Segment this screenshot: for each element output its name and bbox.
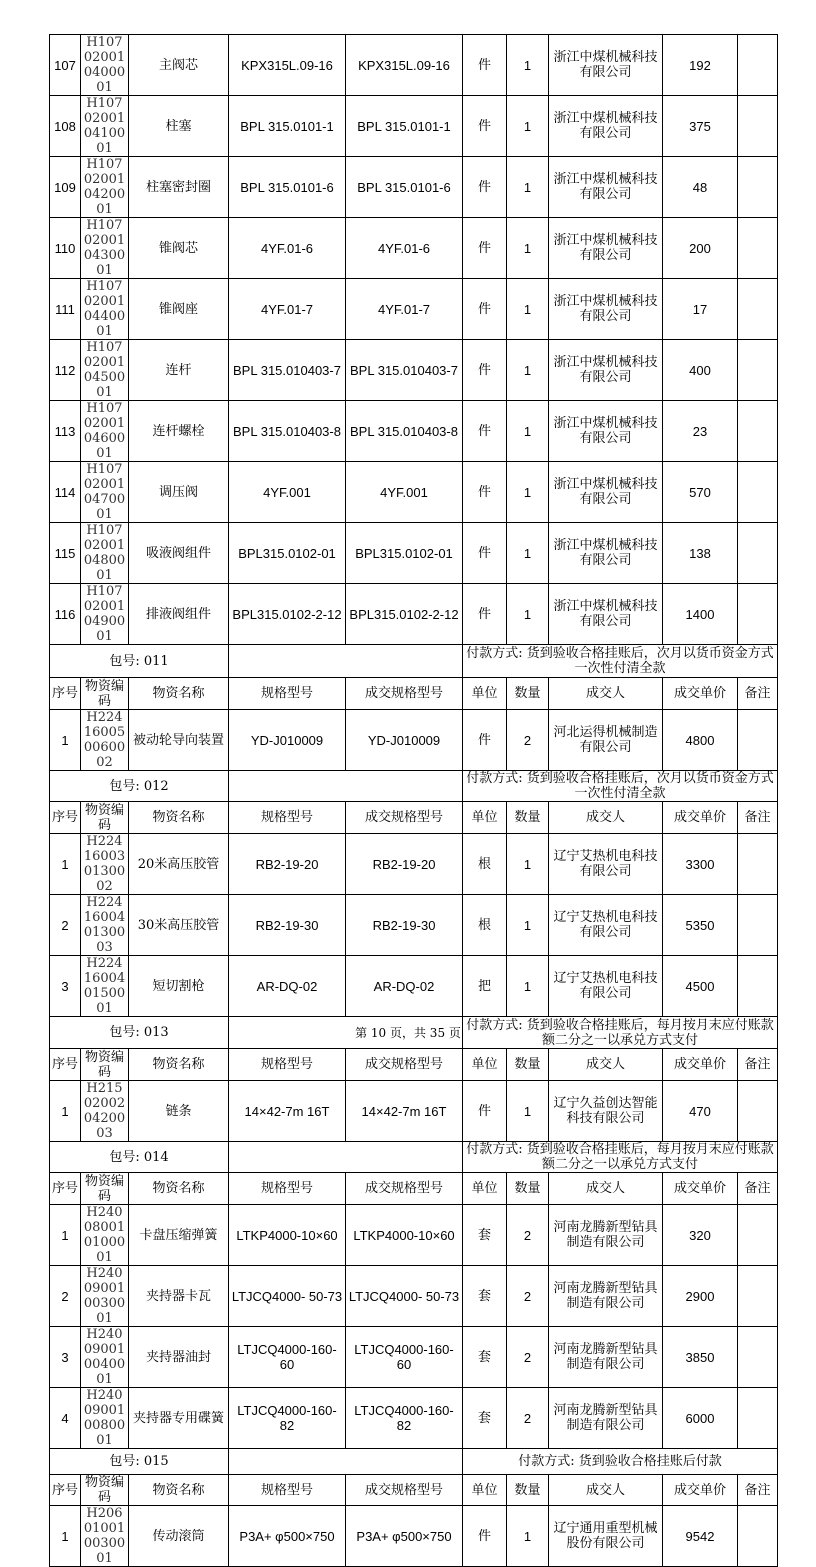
table-row bbox=[50, 340, 778, 401]
cell-supplier: 河南龙腾新型钻具制造有限公司 bbox=[549, 1205, 663, 1266]
cell-price: 4500 bbox=[663, 956, 738, 1017]
package-spacer bbox=[229, 1449, 463, 1475]
cell-spec: BPL 315.0101-6 bbox=[229, 157, 346, 218]
cell-qty: 1 bbox=[507, 218, 549, 279]
header-seq: 序号 bbox=[50, 1173, 81, 1205]
cell-unit: 件 bbox=[463, 340, 507, 401]
cell-name: 锥阀芯 bbox=[129, 218, 229, 279]
cell-code: H107020010400001 bbox=[81, 35, 129, 96]
cell-qty: 1 bbox=[507, 96, 549, 157]
header-name: 物资名称 bbox=[129, 802, 229, 834]
header-spec: 规格型号 bbox=[229, 1173, 346, 1205]
header-unit: 单位 bbox=[463, 802, 507, 834]
cell-spec: RB2-19-20 bbox=[229, 834, 346, 895]
cell-name: 链条 bbox=[129, 1081, 229, 1142]
cell-remark bbox=[738, 462, 778, 523]
cell-supplier: 浙江中煤机械科技有限公司 bbox=[549, 157, 663, 218]
cell-code: H240080010100001 bbox=[81, 1205, 129, 1266]
cell-code: H107020010450001 bbox=[81, 340, 129, 401]
cell-remark bbox=[738, 523, 778, 584]
cell-price: 17 bbox=[663, 279, 738, 340]
header-supplier: 成交人 bbox=[549, 678, 663, 710]
header-price: 成交单价 bbox=[663, 1173, 738, 1205]
cell-seq: 107 bbox=[50, 35, 81, 96]
header-seq: 序号 bbox=[50, 802, 81, 834]
payment-terms: 付款方式: 货到验收合格挂账后，每月按月末应付账款额二分之一以承兑方式支付 bbox=[463, 1017, 778, 1049]
header-name: 物资名称 bbox=[129, 1475, 229, 1506]
cell-seq: 114 bbox=[50, 462, 81, 523]
cell-deal-spec: YD-J010009 bbox=[346, 710, 463, 771]
cell-price: 570 bbox=[663, 462, 738, 523]
cell-name: 主阀芯 bbox=[129, 35, 229, 96]
header-name: 物资名称 bbox=[129, 1049, 229, 1081]
cell-unit: 套 bbox=[463, 1327, 507, 1388]
cell-price: 192 bbox=[663, 35, 738, 96]
cell-spec: BPL315.0102-2-12 bbox=[229, 584, 346, 645]
header-deal-spec: 成交规格型号 bbox=[346, 1173, 463, 1205]
cell-seq: 1 bbox=[50, 834, 81, 895]
cell-supplier: 辽宁艾热机电科技有限公司 bbox=[549, 956, 663, 1017]
cell-qty: 1 bbox=[507, 895, 549, 956]
cell-deal-spec: AR-DQ-02 bbox=[346, 956, 463, 1017]
cell-remark bbox=[738, 834, 778, 895]
cell-unit: 件 bbox=[463, 584, 507, 645]
cell-price: 400 bbox=[663, 340, 738, 401]
header-supplier: 成交人 bbox=[549, 1173, 663, 1205]
cell-remark bbox=[738, 218, 778, 279]
cell-price: 2900 bbox=[663, 1266, 738, 1327]
cell-name: 20米高压胶管 bbox=[129, 834, 229, 895]
cell-spec: BPL 315.010403-8 bbox=[229, 401, 346, 462]
cell-remark bbox=[738, 1081, 778, 1142]
cell-seq: 2 bbox=[50, 895, 81, 956]
cell-spec: 4YF.01-7 bbox=[229, 279, 346, 340]
cell-deal-spec: LTJCQ4000-160-82 bbox=[346, 1388, 463, 1449]
cell-unit: 根 bbox=[463, 834, 507, 895]
cell-spec: AR-DQ-02 bbox=[229, 956, 346, 1017]
package-row bbox=[50, 1142, 778, 1173]
header-price: 成交单价 bbox=[663, 678, 738, 710]
cell-price: 5350 bbox=[663, 895, 738, 956]
cell-price: 470 bbox=[663, 1081, 738, 1142]
cell-qty: 1 bbox=[507, 157, 549, 218]
cell-qty: 1 bbox=[507, 35, 549, 96]
cell-supplier: 浙江中煤机械科技有限公司 bbox=[549, 584, 663, 645]
package-spacer bbox=[229, 645, 463, 678]
cell-unit: 套 bbox=[463, 1205, 507, 1266]
cell-spec: LTJCQ4000- 50-73 bbox=[229, 1266, 346, 1327]
header-spec: 规格型号 bbox=[229, 678, 346, 710]
cell-supplier: 辽宁通用重型机械股份有限公司 bbox=[549, 1506, 663, 1567]
payment-terms: 付款方式: 货到验收合格挂账后付款 bbox=[463, 1449, 778, 1475]
header-deal-spec: 成交规格型号 bbox=[346, 802, 463, 834]
cell-name: 短切割枪 bbox=[129, 956, 229, 1017]
header-name: 物资名称 bbox=[129, 678, 229, 710]
cell-qty: 1 bbox=[507, 956, 549, 1017]
cell-name: 传动滚筒 bbox=[129, 1506, 229, 1567]
table-row bbox=[50, 523, 778, 584]
cell-spec: P3A+ φ500×750 bbox=[229, 1506, 346, 1567]
header-supplier: 成交人 bbox=[549, 1475, 663, 1506]
cell-code: H240090010040001 bbox=[81, 1327, 129, 1388]
cell-spec: 4YF.01-6 bbox=[229, 218, 346, 279]
cell-seq: 1 bbox=[50, 710, 81, 771]
cell-supplier: 河南龙腾新型钻具制造有限公司 bbox=[549, 1388, 663, 1449]
cell-deal-spec: 4YF.01-7 bbox=[346, 279, 463, 340]
table-row bbox=[50, 1327, 778, 1388]
cell-supplier: 浙江中煤机械科技有限公司 bbox=[549, 523, 663, 584]
cell-code: H215020020420003 bbox=[81, 1081, 129, 1142]
cell-name: 柱塞密封圈 bbox=[129, 157, 229, 218]
cell-unit: 件 bbox=[463, 35, 507, 96]
cell-name: 夹持器卡瓦 bbox=[129, 1266, 229, 1327]
cell-deal-spec: BPL 315.0101-6 bbox=[346, 157, 463, 218]
cell-price: 4800 bbox=[663, 710, 738, 771]
cell-supplier: 辽宁久益创达智能科技有限公司 bbox=[549, 1081, 663, 1142]
table-row bbox=[50, 1506, 778, 1567]
cell-spec: BPL 315.0101-1 bbox=[229, 96, 346, 157]
cell-seq: 111 bbox=[50, 279, 81, 340]
header-code: 物资编码 bbox=[81, 1475, 129, 1506]
cell-price: 200 bbox=[663, 218, 738, 279]
cell-remark bbox=[738, 1506, 778, 1567]
cell-supplier: 浙江中煤机械科技有限公司 bbox=[549, 401, 663, 462]
package-label: 包号: 011 bbox=[50, 645, 229, 678]
cell-name: 30米高压胶管 bbox=[129, 895, 229, 956]
cell-deal-spec: RB2-19-20 bbox=[346, 834, 463, 895]
cell-code: H107020010420001 bbox=[81, 157, 129, 218]
cell-code: H107020010470001 bbox=[81, 462, 129, 523]
cell-name: 被动轮导向装置 bbox=[129, 710, 229, 771]
cell-seq: 3 bbox=[50, 1327, 81, 1388]
cell-name: 调压阀 bbox=[129, 462, 229, 523]
cell-supplier: 浙江中煤机械科技有限公司 bbox=[549, 35, 663, 96]
cell-seq: 4 bbox=[50, 1388, 81, 1449]
cell-unit: 把 bbox=[463, 956, 507, 1017]
cell-remark bbox=[738, 1388, 778, 1449]
table-row bbox=[50, 1388, 778, 1449]
cell-remark bbox=[738, 340, 778, 401]
header-remark: 备注 bbox=[738, 1173, 778, 1205]
header-qty: 数量 bbox=[507, 802, 549, 834]
cell-seq: 1 bbox=[50, 1506, 81, 1567]
cell-price: 138 bbox=[663, 523, 738, 584]
cell-qty: 2 bbox=[507, 1388, 549, 1449]
cell-remark bbox=[738, 35, 778, 96]
table-row bbox=[50, 895, 778, 956]
header-row bbox=[50, 1475, 778, 1506]
cell-name: 连杆螺栓 bbox=[129, 401, 229, 462]
cell-remark bbox=[738, 1327, 778, 1388]
cell-seq: 3 bbox=[50, 956, 81, 1017]
cell-supplier: 河北运得机械制造有限公司 bbox=[549, 710, 663, 771]
header-unit: 单位 bbox=[463, 678, 507, 710]
cell-price: 375 bbox=[663, 96, 738, 157]
table-row bbox=[50, 1081, 778, 1142]
cell-unit: 件 bbox=[463, 462, 507, 523]
header-supplier: 成交人 bbox=[549, 1049, 663, 1081]
cell-seq: 115 bbox=[50, 523, 81, 584]
cell-supplier: 辽宁艾热机电科技有限公司 bbox=[549, 834, 663, 895]
table-row bbox=[50, 834, 778, 895]
cell-qty: 1 bbox=[507, 584, 549, 645]
header-deal-spec: 成交规格型号 bbox=[346, 678, 463, 710]
cell-remark bbox=[738, 584, 778, 645]
cell-supplier: 浙江中煤机械科技有限公司 bbox=[549, 96, 663, 157]
header-seq: 序号 bbox=[50, 1049, 81, 1081]
cell-spec: RB2-19-30 bbox=[229, 895, 346, 956]
header-price: 成交单价 bbox=[663, 802, 738, 834]
cell-deal-spec: BPL315.0102-2-12 bbox=[346, 584, 463, 645]
procurement-table bbox=[49, 34, 778, 1567]
header-deal-spec: 成交规格型号 bbox=[346, 1475, 463, 1506]
cell-qty: 2 bbox=[507, 710, 549, 771]
header-spec: 规格型号 bbox=[229, 1475, 346, 1506]
header-price: 成交单价 bbox=[663, 1049, 738, 1081]
cell-seq: 110 bbox=[50, 218, 81, 279]
cell-price: 9542 bbox=[663, 1506, 738, 1567]
header-remark: 备注 bbox=[738, 1475, 778, 1506]
cell-name: 卡盘压缩弹簧 bbox=[129, 1205, 229, 1266]
cell-seq: 1 bbox=[50, 1081, 81, 1142]
cell-remark bbox=[738, 895, 778, 956]
cell-spec: LTKP4000-10×60 bbox=[229, 1205, 346, 1266]
cell-code: H107020010460001 bbox=[81, 401, 129, 462]
cell-deal-spec: LTKP4000-10×60 bbox=[346, 1205, 463, 1266]
cell-deal-spec: KPX315L.09-16 bbox=[346, 35, 463, 96]
cell-deal-spec: BPL 315.010403-7 bbox=[346, 340, 463, 401]
cell-code: H107020010490001 bbox=[81, 584, 129, 645]
table-row bbox=[50, 35, 778, 96]
cell-qty: 1 bbox=[507, 1506, 549, 1567]
cell-remark bbox=[738, 710, 778, 771]
payment-terms: 付款方式: 货到验收合格挂账后，次月以货币资金方式一次性付清全款 bbox=[463, 645, 778, 678]
package-row bbox=[50, 771, 778, 802]
cell-unit: 件 bbox=[463, 710, 507, 771]
cell-remark bbox=[738, 96, 778, 157]
package-spacer bbox=[229, 771, 463, 802]
cell-remark bbox=[738, 956, 778, 1017]
table-row bbox=[50, 96, 778, 157]
cell-name: 夹持器专用碟簧 bbox=[129, 1388, 229, 1449]
cell-deal-spec: P3A+ φ500×750 bbox=[346, 1506, 463, 1567]
cell-spec: 4YF.001 bbox=[229, 462, 346, 523]
header-code: 物资编码 bbox=[81, 1049, 129, 1081]
header-row bbox=[50, 802, 778, 834]
header-unit: 单位 bbox=[463, 1173, 507, 1205]
table-row bbox=[50, 584, 778, 645]
cell-price: 6000 bbox=[663, 1388, 738, 1449]
cell-spec: KPX315L.09-16 bbox=[229, 35, 346, 96]
cell-deal-spec: 4YF.001 bbox=[346, 462, 463, 523]
package-row bbox=[50, 1449, 778, 1475]
cell-unit: 件 bbox=[463, 96, 507, 157]
package-label: 包号: 012 bbox=[50, 771, 229, 802]
header-qty: 数量 bbox=[507, 678, 549, 710]
payment-terms: 付款方式: 货到验收合格挂账后，每月按月末应付账款额二分之一以承兑方式支付 bbox=[463, 1142, 778, 1173]
payment-terms: 付款方式: 货到验收合格挂账后，次月以货币资金方式一次性付清全款 bbox=[463, 771, 778, 802]
cell-code: H224160050060002 bbox=[81, 710, 129, 771]
table-row bbox=[50, 956, 778, 1017]
header-qty: 数量 bbox=[507, 1173, 549, 1205]
header-remark: 备注 bbox=[738, 1049, 778, 1081]
cell-price: 23 bbox=[663, 401, 738, 462]
cell-qty: 1 bbox=[507, 462, 549, 523]
cell-unit: 件 bbox=[463, 279, 507, 340]
header-row bbox=[50, 678, 778, 710]
cell-name: 锥阀座 bbox=[129, 279, 229, 340]
cell-unit: 件 bbox=[463, 1506, 507, 1567]
cell-unit: 件 bbox=[463, 1081, 507, 1142]
cell-remark bbox=[738, 279, 778, 340]
cell-deal-spec: BPL315.0102-01 bbox=[346, 523, 463, 584]
cell-price: 3300 bbox=[663, 834, 738, 895]
cell-code: H240090010080001 bbox=[81, 1388, 129, 1449]
cell-deal-spec: 4YF.01-6 bbox=[346, 218, 463, 279]
cell-code: H224160040130003 bbox=[81, 895, 129, 956]
cell-code: H224160030130002 bbox=[81, 834, 129, 895]
table-row bbox=[50, 710, 778, 771]
package-label: 包号: 015 bbox=[50, 1449, 229, 1475]
cell-spec: 14×42-7m 16T bbox=[229, 1081, 346, 1142]
cell-seq: 113 bbox=[50, 401, 81, 462]
cell-remark bbox=[738, 157, 778, 218]
cell-deal-spec: LTJCQ4000- 50-73 bbox=[346, 1266, 463, 1327]
header-remark: 备注 bbox=[738, 678, 778, 710]
cell-qty: 1 bbox=[507, 834, 549, 895]
header-remark: 备注 bbox=[738, 802, 778, 834]
cell-unit: 件 bbox=[463, 157, 507, 218]
package-row bbox=[50, 645, 778, 678]
header-code: 物资编码 bbox=[81, 1173, 129, 1205]
cell-remark bbox=[738, 1205, 778, 1266]
table-row bbox=[50, 1205, 778, 1266]
cell-unit: 根 bbox=[463, 895, 507, 956]
cell-seq: 1 bbox=[50, 1205, 81, 1266]
header-supplier: 成交人 bbox=[549, 802, 663, 834]
cell-remark bbox=[738, 1266, 778, 1327]
cell-seq: 112 bbox=[50, 340, 81, 401]
cell-spec: BPL 315.010403-7 bbox=[229, 340, 346, 401]
header-spec: 规格型号 bbox=[229, 1049, 346, 1081]
cell-name: 连杆 bbox=[129, 340, 229, 401]
table-row bbox=[50, 1266, 778, 1327]
cell-spec: YD-J010009 bbox=[229, 710, 346, 771]
cell-qty: 1 bbox=[507, 279, 549, 340]
header-name: 物资名称 bbox=[129, 1173, 229, 1205]
header-price: 成交单价 bbox=[663, 1475, 738, 1506]
header-row bbox=[50, 1173, 778, 1205]
cell-name: 夹持器油封 bbox=[129, 1327, 229, 1388]
header-seq: 序号 bbox=[50, 1475, 81, 1506]
header-unit: 单位 bbox=[463, 1049, 507, 1081]
cell-supplier: 辽宁艾热机电科技有限公司 bbox=[549, 895, 663, 956]
package-spacer bbox=[229, 1142, 463, 1173]
cell-deal-spec: BPL 315.010403-8 bbox=[346, 401, 463, 462]
table-body bbox=[50, 35, 778, 1567]
cell-supplier: 浙江中煤机械科技有限公司 bbox=[549, 462, 663, 523]
cell-name: 柱塞 bbox=[129, 96, 229, 157]
cell-qty: 1 bbox=[507, 523, 549, 584]
cell-code: H206010010030001 bbox=[81, 1506, 129, 1567]
cell-unit: 件 bbox=[463, 523, 507, 584]
cell-supplier: 浙江中煤机械科技有限公司 bbox=[549, 279, 663, 340]
cell-qty: 1 bbox=[507, 1081, 549, 1142]
cell-unit: 件 bbox=[463, 218, 507, 279]
cell-code: H107020010440001 bbox=[81, 279, 129, 340]
cell-spec: BPL315.0102-01 bbox=[229, 523, 346, 584]
table-row bbox=[50, 218, 778, 279]
cell-deal-spec: BPL 315.0101-1 bbox=[346, 96, 463, 157]
cell-remark bbox=[738, 401, 778, 462]
package-label: 包号: 014 bbox=[50, 1142, 229, 1173]
table-row bbox=[50, 279, 778, 340]
cell-qty: 1 bbox=[507, 340, 549, 401]
cell-code: H107020010410001 bbox=[81, 96, 129, 157]
cell-supplier: 河南龙腾新型钻具制造有限公司 bbox=[549, 1266, 663, 1327]
cell-seq: 116 bbox=[50, 584, 81, 645]
cell-price: 3850 bbox=[663, 1327, 738, 1388]
cell-code: H107020010480001 bbox=[81, 523, 129, 584]
cell-seq: 2 bbox=[50, 1266, 81, 1327]
page-footer: 第 10 页，共 35 页 bbox=[355, 1026, 461, 1040]
package-label: 包号: 013 bbox=[50, 1017, 229, 1049]
cell-unit: 套 bbox=[463, 1388, 507, 1449]
cell-unit: 套 bbox=[463, 1266, 507, 1327]
cell-seq: 109 bbox=[50, 157, 81, 218]
header-qty: 数量 bbox=[507, 1475, 549, 1506]
cell-supplier: 河南龙腾新型钻具制造有限公司 bbox=[549, 1327, 663, 1388]
header-code: 物资编码 bbox=[81, 678, 129, 710]
header-code: 物资编码 bbox=[81, 802, 129, 834]
cell-spec: LTJCQ4000-160-82 bbox=[229, 1388, 346, 1449]
cell-qty: 1 bbox=[507, 401, 549, 462]
cell-spec: LTJCQ4000-160-60 bbox=[229, 1327, 346, 1388]
header-row bbox=[50, 1049, 778, 1081]
header-deal-spec: 成交规格型号 bbox=[346, 1049, 463, 1081]
cell-deal-spec: 14×42-7m 16T bbox=[346, 1081, 463, 1142]
table-row bbox=[50, 401, 778, 462]
cell-name: 排液阀组件 bbox=[129, 584, 229, 645]
table-row bbox=[50, 462, 778, 523]
cell-qty: 2 bbox=[507, 1327, 549, 1388]
cell-deal-spec: RB2-19-30 bbox=[346, 895, 463, 956]
cell-code: H107020010430001 bbox=[81, 218, 129, 279]
cell-unit: 件 bbox=[463, 401, 507, 462]
header-spec: 规格型号 bbox=[229, 802, 346, 834]
cell-supplier: 浙江中煤机械科技有限公司 bbox=[549, 340, 663, 401]
cell-code: H224160040150001 bbox=[81, 956, 129, 1017]
header-unit: 单位 bbox=[463, 1475, 507, 1506]
cell-deal-spec: LTJCQ4000-160-60 bbox=[346, 1327, 463, 1388]
cell-code: H240090010030001 bbox=[81, 1266, 129, 1327]
cell-seq: 108 bbox=[50, 96, 81, 157]
cell-price: 1400 bbox=[663, 584, 738, 645]
table-row bbox=[50, 157, 778, 218]
header-seq: 序号 bbox=[50, 678, 81, 710]
cell-price: 48 bbox=[663, 157, 738, 218]
cell-price: 320 bbox=[663, 1205, 738, 1266]
cell-qty: 2 bbox=[507, 1205, 549, 1266]
cell-name: 吸液阀组件 bbox=[129, 523, 229, 584]
cell-qty: 2 bbox=[507, 1266, 549, 1327]
header-qty: 数量 bbox=[507, 1049, 549, 1081]
cell-supplier: 浙江中煤机械科技有限公司 bbox=[549, 218, 663, 279]
